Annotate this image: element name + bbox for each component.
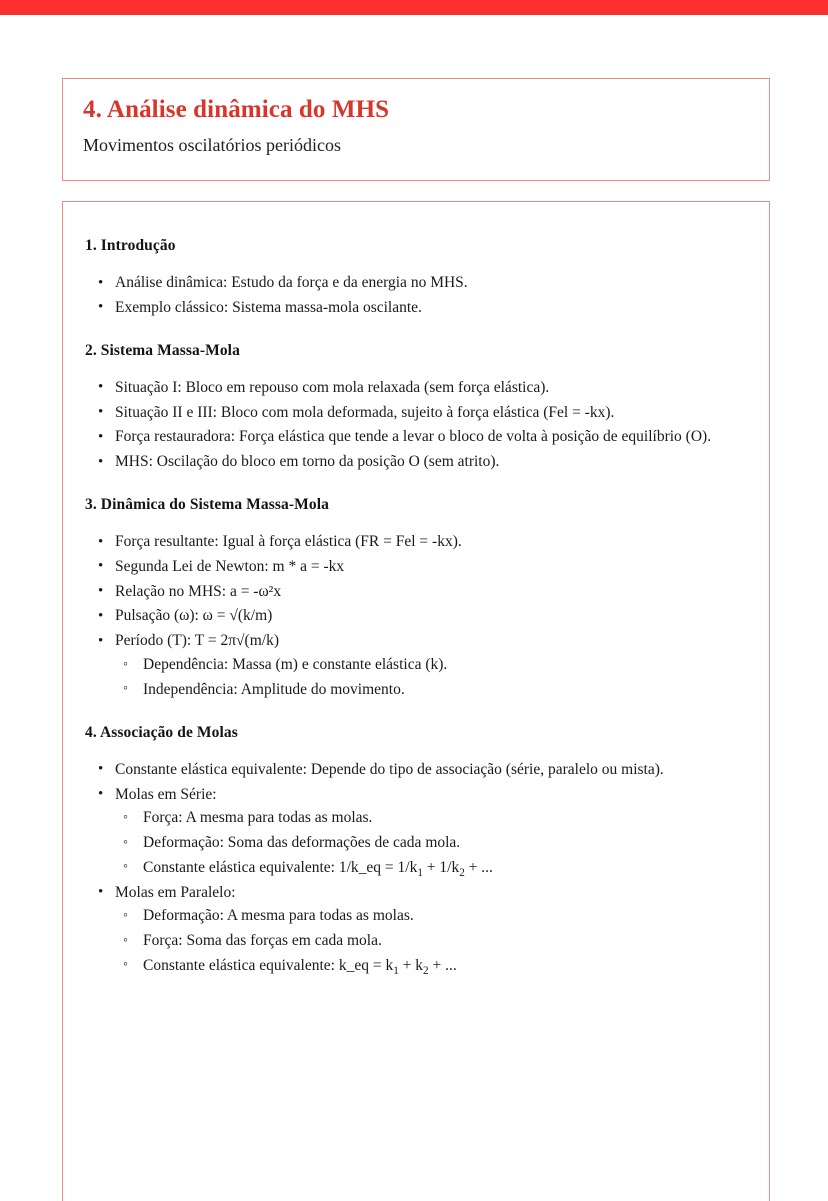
list-item [85,556,743,579]
list-item [85,272,743,295]
list-item [85,882,743,978]
sub-list-item [115,654,743,677]
sub-list-item-text: Dependência: Massa (m) e constante elástica (k). [143,656,448,674]
list-item-text: Força resultante: Igual à força elástica (FR = Fel = -kx). [115,533,462,551]
list-item-text: Situação I: Bloco em repouso com mola relaxada (sem força elástica). [115,378,550,396]
sub-bullet-list [115,654,743,702]
list-item-text: Situação II e III: Bloco com mola deformada, sujeito à força elástica (Fel = -kx). [115,403,615,421]
list-item-text: Constante elástica equivalente: Depende do tipo de associação (série, paralelo ou mista). [115,760,664,778]
top-accent-bar [0,0,828,15]
section-heading: 4. Associação de Molas [85,723,238,741]
list-item [85,605,743,628]
list-item [85,581,743,604]
section-heading: 1. Introdução [85,237,176,254]
list-item [85,630,743,701]
sub-list-item-text: Deformação: A mesma para todas as molas. [143,907,414,925]
sub-list-item [115,955,743,978]
section-bullet-list [85,531,743,701]
list-item-text: MHS: Oscilação do bloco em torno da posição O (sem atrito). [115,453,500,471]
list-item-text: Período (T): T = 2π√(m/k) [115,632,279,650]
sub-bullet-list [115,905,743,977]
sub-list-item-text: Deformação: Soma das deformações de cada mola. [143,834,461,852]
list-item-text: Análise dinâmica: Estudo da força e da energia no MHS. [115,274,468,292]
list-item [85,531,743,554]
list-item [85,402,743,425]
list-item [85,426,743,449]
document-section [85,236,743,320]
sub-list-item-text: Constante elástica equivalente: k_eq = $k_1 + k_2$ + ... [143,956,457,978]
list-item [85,297,743,320]
sub-list-item-text: Força: A mesma para todas as molas. [143,809,373,827]
sub-bullet-list [115,807,743,879]
page-subtitle: Movimentos oscilatórios periódicos [83,135,341,155]
section-heading: 3. Dinâmica do Sistema Massa-Mola [85,495,329,513]
list-item [85,377,743,400]
sub-list-item [115,832,743,855]
list-item-text: Exemplo clássico: Sistema massa-mola oscilante. [115,298,422,316]
document-header-card [62,78,770,181]
sub-list-item-text: Constante elástica equivalente: 1/k_eq = $1/k_1 + 1/k_2$ + ... [143,858,493,879]
list-item-text: Força restauradora: Força elástica que tende a levar o bloco de volta à posição de equilíbrio (O). [115,428,712,446]
list-item-text: Relação no MHS: a = -ω²x [115,582,282,600]
list-item-text: Segunda Lei de Newton: m * a = -kx [115,557,345,575]
sub-list-item [115,679,743,702]
sub-list-item-text: Independência: Amplitude do movimento. [143,680,405,698]
list-item [85,451,743,474]
document-section [85,341,743,474]
page-title: 4. Análise dinâmica do MHS [83,96,390,123]
list-item-text: Molas em Paralelo: [115,883,236,901]
list-item [85,759,743,782]
section-heading: 2. Sistema Massa-Mola [85,341,240,359]
sub-list-item-text: Força: Soma das forças em cada mola. [143,932,382,950]
sections-container [85,236,743,978]
sub-list-item [115,807,743,830]
section-bullet-list [85,759,743,978]
list-item-text: Molas em Série: [115,785,217,803]
list-item [85,784,743,880]
list-item-text: Pulsação (ω): ω = √(k/m) [115,607,273,625]
document-page [0,15,828,1171]
document-content-card [62,201,770,1201]
sub-list-item [115,930,743,953]
sub-list-item [115,857,743,880]
section-bullet-list [85,377,743,474]
document-section [85,495,743,702]
sub-list-item [115,905,743,928]
section-bullet-list [85,272,743,320]
document-section [85,723,743,978]
